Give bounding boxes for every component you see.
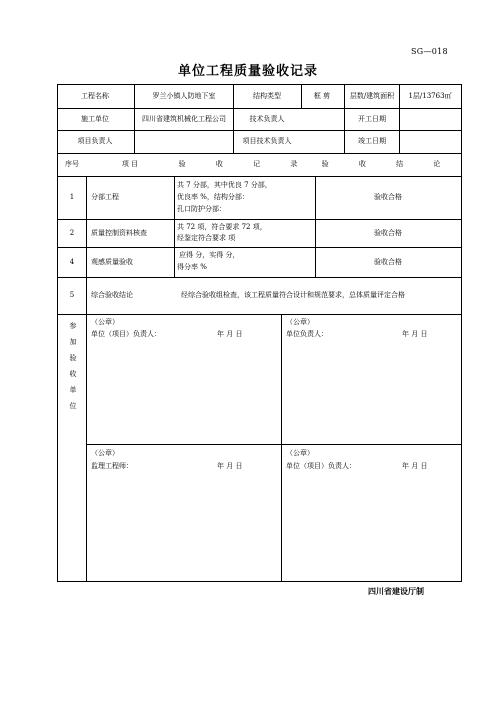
rule <box>399 84 400 153</box>
participants-label: 参加验收单位 <box>69 322 77 410</box>
signer-1-date: 年 月 日 <box>217 330 243 338</box>
document-code: SG—018 <box>411 47 448 56</box>
rule <box>57 153 462 154</box>
signer-3-role: 监理工程师： <box>91 462 133 470</box>
project-tech-lead-label: 项目技术负责人 <box>242 137 292 145</box>
rule <box>344 84 345 153</box>
rule <box>86 176 87 582</box>
seal-3: （公章） <box>91 449 119 457</box>
contractor-label: 施工单位 <box>81 115 109 123</box>
signer-2-role: 单位负责人： <box>286 330 328 338</box>
row-2-item: 质量控制资料核查 <box>91 229 147 237</box>
rule <box>315 176 316 277</box>
floors-area-value: 1层/13763㎡ <box>408 92 452 100</box>
signer-3-date: 年 月 日 <box>217 462 243 470</box>
row-2-no: 2 <box>69 229 75 237</box>
end-date-label: 竣工日期 <box>358 137 386 145</box>
structure-type-value: 框 剪 <box>313 92 331 100</box>
row-2-conclusion: 验收合格 <box>374 229 402 237</box>
signer-4-date: 年 月 日 <box>402 462 428 470</box>
floors-area-label: 层数/建筑面积 <box>349 92 395 100</box>
seal-4: （公章） <box>286 449 314 457</box>
row-2-record-line-1: 共 72 项，符合要求 72 项， <box>177 223 267 231</box>
contractor-value: 四川省建筑机械化工程公司 <box>142 115 226 123</box>
issuer: 四川省建设厅制 <box>368 587 424 596</box>
project-lead-label: 项目负责人 <box>77 137 113 145</box>
row-1-item: 分部工程 <box>91 193 119 201</box>
rule <box>57 581 462 582</box>
row-4-item: 观感质量验收 <box>91 258 133 266</box>
rule <box>461 84 462 582</box>
rule <box>57 130 462 131</box>
row-1-conclusion: 验收合格 <box>374 193 402 201</box>
row-1-record-line-3: 孔口防护分部： <box>177 205 226 213</box>
summary-label: 综合验收结论 <box>91 291 133 299</box>
rule <box>57 314 462 315</box>
structure-type-label: 结构类型 <box>253 92 281 100</box>
row-2-record-line-2: 经鉴定符合要求 项 <box>177 234 236 242</box>
row-4-conclusion: 验收合格 <box>374 258 402 266</box>
rule <box>57 247 462 248</box>
project-name-value: 罗兰小镇人防地下室 <box>152 92 216 100</box>
row-4-record-line-1: 应得 分，实得 分， <box>179 251 240 259</box>
seal-1: （公章） <box>91 318 119 326</box>
rule <box>281 314 282 581</box>
row-1-no: 1 <box>69 193 75 201</box>
project-name-label: 工程名称 <box>81 92 109 100</box>
summary-no: 5 <box>69 291 75 299</box>
signer-2-date: 年 月 日 <box>402 330 428 338</box>
rule <box>57 176 462 177</box>
row-1-record-line-2: 优良率 %，结构分部： <box>177 193 249 201</box>
rule <box>301 84 302 109</box>
rule <box>233 84 234 153</box>
rule <box>57 84 462 85</box>
column-item: 项 目 <box>121 160 139 168</box>
row-1-record-line-1: 共 7 分部，其中优良 7 分部， <box>177 181 272 189</box>
column-seq: 序号 <box>65 160 79 168</box>
rule <box>174 176 175 277</box>
rule <box>57 108 462 109</box>
rule <box>57 219 462 220</box>
signer-1-role: 单位（项目）负责人： <box>91 330 161 338</box>
summary-text: 经综合验收组检查，该工程质量符合设计和规范要求，总体质量评定合格 <box>181 291 405 299</box>
row-4-no: 4 <box>69 258 75 266</box>
rule <box>57 84 58 582</box>
column-record: 验 收 记 录 <box>178 160 312 168</box>
rule <box>57 277 462 278</box>
tech-lead-label: 技术负责人 <box>249 115 285 123</box>
signer-4-role: 单位（项目）负责人： <box>286 462 356 470</box>
rule <box>134 84 135 153</box>
acceptance-form-table <box>57 84 462 582</box>
page-title: 单位工程质量验收记录 <box>177 64 318 79</box>
seal-2: （公章） <box>286 318 314 326</box>
column-conclusion: 验 收 结 论 <box>321 160 455 168</box>
rule <box>86 444 462 445</box>
row-4-record-line-2: 得分率 % <box>177 263 207 271</box>
start-date-label: 开工日期 <box>358 115 386 123</box>
